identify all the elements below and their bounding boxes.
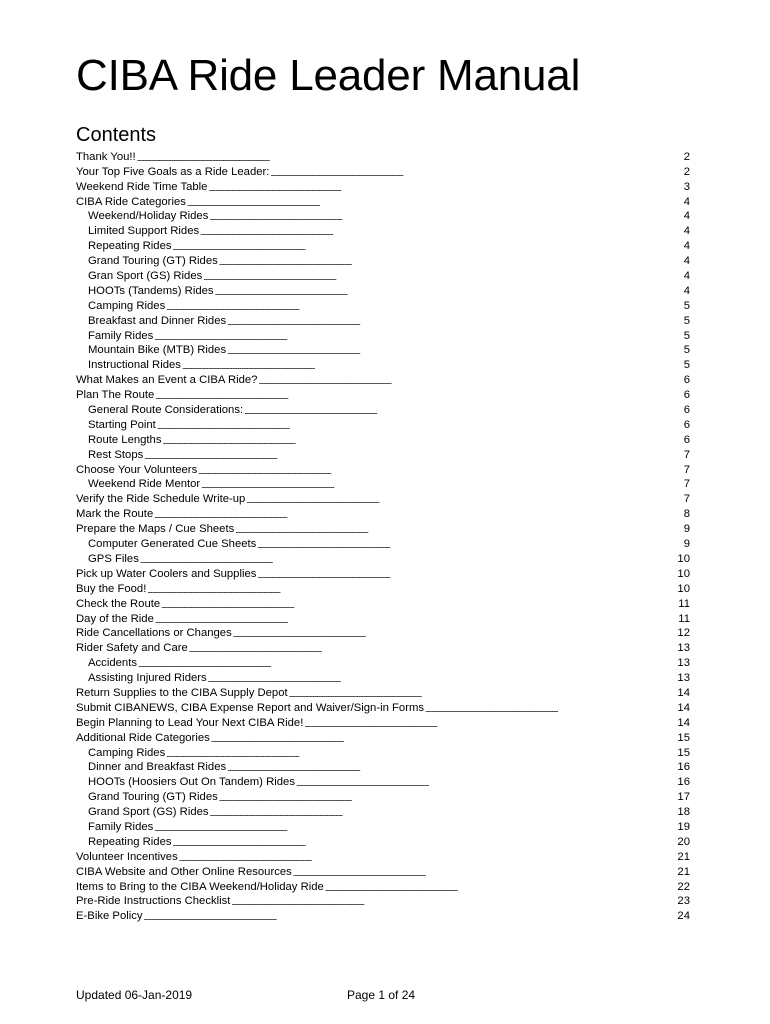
toc-entry-title: Family Rides [88, 820, 154, 833]
toc-entry[interactable] [76, 760, 690, 775]
toc-entry[interactable] [76, 879, 690, 894]
toc-entry-title: Computer Generated Cue Sheets [88, 538, 257, 551]
toc-entry-title: Starting Point [88, 418, 156, 431]
toc-entry-page-number: 11 [678, 597, 690, 610]
toc-dot-leader [155, 389, 682, 402]
toc-dot-leader [155, 613, 677, 626]
footer-page-number: Page 1 of 24 [347, 988, 416, 1002]
toc-entry-page-number: 19 [677, 820, 690, 833]
toc-entry-title: Rest Stops [88, 448, 144, 461]
toc-entry-page-number: 8 [683, 508, 690, 521]
toc-entry[interactable] [76, 715, 690, 730]
toc-dot-leader [208, 672, 677, 685]
toc-entry-title: Weekend Ride Time Table [76, 180, 208, 193]
toc-entry[interactable] [76, 670, 690, 685]
toc-dot-leader [425, 702, 676, 715]
toc-dot-leader [182, 359, 683, 372]
toc-entry-title: Volunteer Incentives [76, 850, 178, 863]
toc-dot-leader [227, 344, 683, 357]
toc-entry-title: What Makes an Event a CIBA Ride? [76, 374, 258, 387]
toc-entry-title: Breakfast and Dinner Rides [88, 314, 227, 327]
toc-entry[interactable] [76, 402, 690, 417]
toc-entry[interactable] [76, 357, 690, 372]
toc-entry-title: Thank You!! [76, 150, 136, 163]
toc-entry-page-number: 18 [677, 806, 690, 819]
toc-entry-page-number: 7 [683, 448, 690, 461]
toc-entry-page-number: 5 [683, 299, 690, 312]
toc-entry-page-number: 13 [677, 642, 690, 655]
toc-entry-title: E-Bike Policy [76, 910, 143, 923]
toc-dot-leader [166, 300, 682, 313]
toc-entry-title: Repeating Rides [88, 240, 172, 253]
toc-entry-page-number: 16 [677, 761, 690, 774]
toc-dot-leader [325, 881, 677, 894]
document-title: CIBA Ride Leader Manual [76, 51, 581, 100]
toc-dot-leader [257, 538, 682, 551]
toc-dot-leader [140, 553, 677, 566]
toc-dot-leader [209, 210, 682, 223]
toc-entry-page-number: 5 [683, 359, 690, 372]
toc-entry[interactable] [76, 238, 690, 253]
toc-entry[interactable] [76, 387, 690, 402]
toc-entry-page-number: 2 [683, 150, 690, 163]
toc-entry-title: Items to Bring to the CIBA Weekend/Holiday Ride [76, 880, 324, 893]
toc-entry-page-number: 4 [683, 225, 690, 238]
toc-entry-title: Pick up Water Coolers and Supplies [76, 567, 257, 580]
toc-entry[interactable] [76, 908, 690, 923]
toc-dot-leader [270, 166, 682, 179]
toc-entry-title: Camping Rides [88, 299, 166, 312]
toc-entry[interactable] [76, 864, 690, 879]
toc-entry-page-number: 9 [683, 538, 690, 551]
toc-dot-leader [161, 598, 677, 611]
toc-dot-leader [157, 419, 683, 432]
toc-entry[interactable] [76, 774, 690, 789]
toc-entry-title: Mark the Route [76, 508, 154, 521]
toc-entry[interactable] [76, 491, 690, 506]
toc-entry[interactable] [76, 521, 690, 536]
toc-entry-title: Verify the Ride Schedule Write-up [76, 493, 246, 506]
toc-entry-title: Check the Route [76, 597, 161, 610]
toc-entry-title: Accidents [88, 657, 137, 670]
toc-dot-leader [144, 910, 677, 923]
toc-entry-page-number: 3 [683, 180, 690, 193]
toc-entry-title: Ride Cancellations or Changes [76, 627, 232, 640]
toc-entry[interactable] [76, 804, 690, 819]
toc-dot-leader [189, 642, 677, 655]
toc-entry[interactable] [76, 849, 690, 864]
toc-entry-page-number: 6 [683, 404, 690, 417]
toc-entry-page-number: 4 [683, 270, 690, 283]
toc-dot-leader [166, 747, 676, 760]
toc-entry-title: Day of the Ride [76, 612, 154, 625]
toc-entry-title: Dinner and Breakfast Rides [88, 761, 227, 774]
toc-entry-title: Choose Your Volunteers [76, 463, 198, 476]
toc-entry[interactable] [76, 655, 690, 670]
toc-entry-title: Weekend/Holiday Rides [88, 210, 209, 223]
toc-entry-page-number: 10 [677, 552, 690, 565]
toc-dot-leader [246, 493, 682, 506]
toc-entry[interactable] [76, 894, 690, 909]
toc-entry[interactable] [76, 283, 690, 298]
toc-entry[interactable] [76, 372, 690, 387]
toc-dot-leader [257, 568, 676, 581]
toc-dot-leader [211, 732, 677, 745]
toc-dot-leader [289, 687, 677, 700]
toc-entry-page-number: 20 [677, 835, 690, 848]
toc-entry[interactable] [76, 298, 690, 313]
toc-entry-title: Additional Ride Categories [76, 731, 210, 744]
toc-entry-title: Submit CIBANEWS, CIBA Expense Report and Waiver/Sign-in Forms [76, 701, 425, 714]
toc-entry[interactable] [76, 536, 690, 551]
toc-entry-title: Mountain Bike (MTB) Rides [88, 344, 227, 357]
toc-entry[interactable] [76, 730, 690, 745]
toc-entry-title: Family Rides [88, 329, 154, 342]
toc-dot-leader [144, 449, 682, 462]
toc-entry-title: Weekend Ride Mentor [88, 478, 201, 491]
toc-entry[interactable] [76, 149, 690, 164]
toc-dot-leader [233, 627, 677, 640]
toc-dot-leader [296, 776, 676, 789]
toc-entry-page-number: 2 [683, 165, 690, 178]
toc-entry[interactable] [76, 328, 690, 343]
toc-entry[interactable] [76, 506, 690, 521]
toc-entry-page-number: 21 [677, 865, 690, 878]
toc-dot-leader [293, 866, 677, 879]
toc-dot-leader [227, 315, 683, 328]
footer-updated-date: Updated 06-Jan-2019 [76, 988, 193, 1002]
toc-entry[interactable] [76, 819, 690, 834]
toc-dot-leader [154, 330, 682, 343]
toc-dot-leader [147, 583, 676, 596]
toc-entry-page-number: 16 [677, 776, 690, 789]
toc-dot-leader [208, 181, 682, 194]
toc-entry-page-number: 10 [677, 582, 690, 595]
toc-entry-page-number: 13 [677, 657, 690, 670]
toc-entry[interactable] [76, 685, 690, 700]
toc-entry-title: Camping Rides [88, 746, 166, 759]
toc-entry-title: HOOTs (Hoosiers Out On Tandem) Rides [88, 776, 295, 789]
toc-entry-page-number: 4 [683, 255, 690, 268]
toc-dot-leader [154, 821, 676, 834]
toc-entry-page-number: 10 [677, 567, 690, 580]
toc-entry[interactable] [76, 581, 690, 596]
toc-entry-page-number: 14 [677, 686, 690, 699]
toc-entry-title: General Route Considerations: [88, 404, 244, 417]
toc-entry[interactable] [76, 164, 690, 179]
toc-entry-page-number: 7 [683, 478, 690, 491]
toc-entry-page-number: 14 [677, 716, 690, 729]
toc-entry[interactable] [76, 462, 690, 477]
toc-entry-title: Grand Sport (GS) Rides [88, 806, 209, 819]
toc-entry-page-number: 7 [683, 493, 690, 506]
toc-entry-page-number: 5 [683, 314, 690, 327]
toc-dot-leader [219, 255, 683, 268]
toc-entry[interactable] [76, 789, 690, 804]
toc-entry-page-number: 17 [677, 791, 690, 804]
toc-entry-title: Buy the Food! [76, 582, 147, 595]
toc-entry[interactable] [76, 209, 690, 224]
contents-heading: Contents [76, 124, 157, 146]
toc-entry[interactable] [76, 551, 690, 566]
toc-entry[interactable] [76, 447, 690, 462]
toc-dot-leader [173, 240, 683, 253]
toc-entry-title: CIBA Ride Categories [76, 195, 186, 208]
toc-entry-title: HOOTs (Tandems) Rides [88, 284, 214, 297]
toc-entry-page-number: 23 [677, 895, 690, 908]
toc-entry-page-number: 4 [683, 284, 690, 297]
toc-entry-page-number: 15 [677, 731, 690, 744]
toc-entry[interactable] [76, 566, 690, 581]
toc-dot-leader [187, 196, 683, 209]
toc-entry[interactable] [76, 834, 690, 849]
toc-entry-page-number: 7 [683, 463, 690, 476]
toc-entry-page-number: 6 [683, 374, 690, 387]
toc-entry-title: Return Supplies to the CIBA Supply Depot [76, 686, 288, 699]
toc-entry[interactable] [76, 432, 690, 447]
toc-entry[interactable] [76, 700, 690, 715]
toc-entry-page-number: 6 [683, 433, 690, 446]
toc-entry-title: GPS Files [88, 552, 139, 565]
toc-entry-title: Limited Support Rides [88, 225, 200, 238]
toc-entry[interactable] [76, 194, 690, 209]
toc-entry-page-number: 4 [683, 240, 690, 253]
toc-entry[interactable] [76, 626, 690, 641]
toc-entry[interactable] [76, 477, 690, 492]
toc-dot-leader [304, 717, 676, 730]
toc-dot-leader [219, 791, 677, 804]
toc-entry-title: Rider Safety and Care [76, 642, 188, 655]
toc-entry[interactable] [76, 268, 690, 283]
toc-entry-title: Instructional Rides [88, 359, 181, 372]
toc-dot-leader [179, 851, 677, 864]
toc-entry-title: Gran Sport (GS) Rides [88, 270, 203, 283]
toc-entry-title: Plan The Route [76, 389, 155, 402]
toc-entry-title: Assisting Injured Riders [88, 672, 207, 685]
toc-entry-title: Pre-Ride Instructions Checklist [76, 895, 231, 908]
toc-dot-leader [227, 761, 676, 774]
toc-dot-leader [215, 285, 683, 298]
toc-entry-page-number: 24 [677, 910, 690, 923]
toc-entry-page-number: 11 [678, 612, 690, 625]
toc-dot-leader [201, 478, 683, 491]
toc-dot-leader [200, 225, 683, 238]
toc-entry-page-number: 6 [683, 389, 690, 402]
toc-entry-page-number: 12 [677, 627, 690, 640]
toc-entry[interactable] [76, 343, 690, 358]
toc-entry-page-number: 4 [683, 210, 690, 223]
toc-entry[interactable] [76, 417, 690, 432]
toc-entry[interactable] [76, 253, 690, 268]
toc-dot-leader [235, 523, 682, 536]
toc-entry-title: Grand Touring (GT) Rides [88, 255, 218, 268]
toc-entry-title: Route Lengths [88, 433, 162, 446]
toc-dot-leader [163, 434, 683, 447]
toc-dot-leader [198, 464, 682, 477]
toc-entry[interactable] [76, 313, 690, 328]
toc-entry-title: CIBA Website and Other Online Resources [76, 865, 292, 878]
toc-entry-title: Prepare the Maps / Cue Sheets [76, 523, 235, 536]
toc-entry-title: Begin Planning to Lead Your Next CIBA Ride! [76, 716, 304, 729]
toc-dot-leader [173, 836, 677, 849]
toc-entry-title: Your Top Five Goals as a Ride Leader: [76, 165, 270, 178]
toc-entry[interactable] [76, 611, 690, 626]
toc-entry[interactable] [76, 640, 690, 655]
toc-entry-title: Repeating Rides [88, 835, 172, 848]
toc-entry[interactable] [76, 179, 690, 194]
toc-dot-leader [154, 508, 682, 521]
toc-entry-page-number: 5 [683, 329, 690, 342]
toc-entry-page-number: 22 [677, 880, 690, 893]
toc-dot-leader [244, 404, 683, 417]
toc-entry[interactable] [76, 596, 690, 611]
toc-entry-page-number: 14 [677, 701, 690, 714]
toc-entry-page-number: 6 [683, 418, 690, 431]
toc-entry-page-number: 9 [683, 523, 690, 536]
table-of-contents [76, 149, 690, 923]
toc-entry-page-number: 4 [683, 195, 690, 208]
toc-entry[interactable] [76, 745, 690, 760]
toc-dot-leader [210, 806, 677, 819]
toc-entry-page-number: 5 [683, 344, 690, 357]
toc-dot-leader [258, 374, 682, 387]
toc-entry-page-number: 13 [677, 672, 690, 685]
toc-dot-leader [138, 657, 676, 670]
toc-dot-leader [203, 270, 682, 283]
toc-entry[interactable] [76, 223, 690, 238]
toc-dot-leader [137, 151, 683, 164]
toc-dot-leader [231, 895, 676, 908]
toc-entry-page-number: 15 [677, 746, 690, 759]
toc-entry-page-number: 21 [677, 850, 690, 863]
toc-entry-title: Grand Touring (GT) Rides [88, 791, 218, 804]
